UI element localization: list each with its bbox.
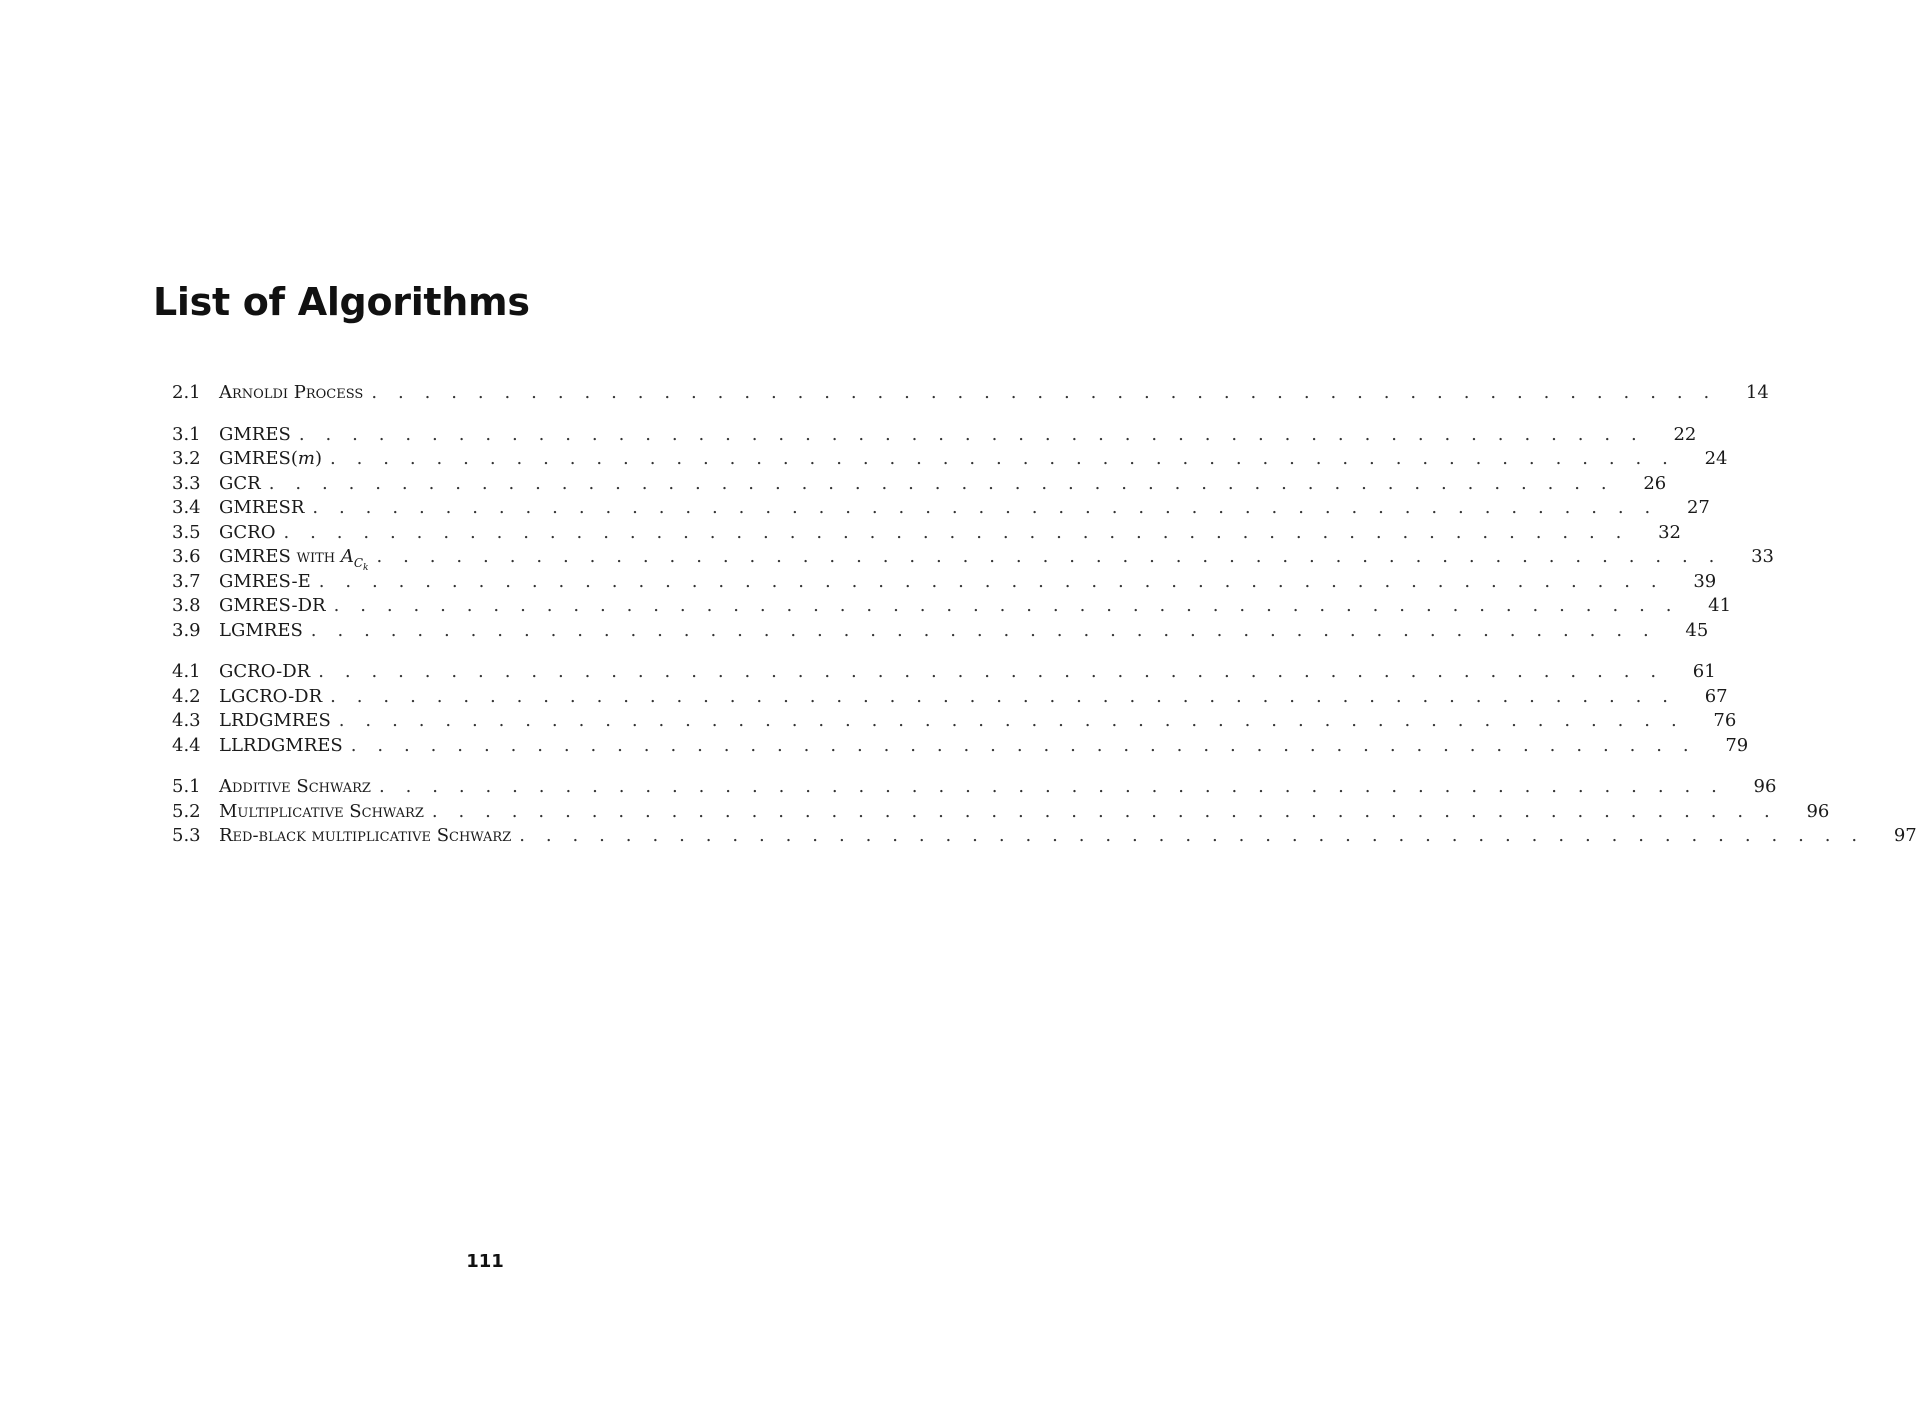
entry-number: 3.2 bbox=[172, 448, 201, 469]
dot-leader: . . . . . . . . . . . . . . . . . . . . . . . . . . . . . . . . . . . . . . . . . . . . . . . . . . . bbox=[338, 710, 1685, 731]
dot-leader: . . . . . . . . . . . . . . . . . . . . . . . . . . . . . . . . . . . . . . . . . . . . . . . . . . . bbox=[312, 497, 1658, 518]
entry-title: LRDGMRES bbox=[219, 710, 331, 731]
toc-entry[interactable] bbox=[172, 734, 1749, 760]
title-prefix: GMRES( bbox=[219, 448, 298, 469]
entry-number: 4.1 bbox=[172, 661, 201, 682]
toc-group-chapter-2 bbox=[172, 382, 1769, 407]
dot-leader: . . . . . . . . . . . . . . . . . . . . . . . . . . . . . . . . . . . . . . . . . . . . . . . . . . . bbox=[350, 734, 1697, 756]
toc-entry[interactable] bbox=[172, 800, 1830, 826]
entry-page: 76 bbox=[1713, 710, 1737, 731]
dot-leader: . . . . . . . . . . . . . . . . . . . . . . . . . . . . . . . . . . . . . . . . . . . . . . . . . . . bbox=[378, 776, 1725, 797]
dot-leader: . . . . . . . . . . . . . . . . . . . . . . . . . . . . . . . . . . . . . . . . . . . . . . . . . . . bbox=[318, 661, 1664, 682]
toc-entry[interactable] bbox=[172, 661, 1716, 686]
entry-number: 5.2 bbox=[172, 800, 201, 822]
entry-title: GCR bbox=[219, 472, 261, 494]
dot-leader: . . . . . . . . . . . . . . . . . . . . . . . . . . . . . . . . . . . . . . . . . . . . . . . . . . . bbox=[519, 825, 1865, 846]
title-prefix: GMRES bbox=[219, 546, 291, 567]
entry-page: 79 bbox=[1725, 734, 1749, 756]
toc-entry[interactable] bbox=[172, 619, 1709, 645]
math-subscript bbox=[353, 556, 369, 573]
toc-entry[interactable] bbox=[172, 595, 1732, 620]
entry-title: GMRESR bbox=[219, 497, 305, 518]
entry-page: 33 bbox=[1751, 546, 1774, 567]
dot-leader: . . . . . . . . . . . . . . . . . . . . . . . . . . . . . . . . . . . . . . . . . . . . . . . . . . . bbox=[371, 382, 1717, 403]
entry-number: 5.1 bbox=[172, 776, 201, 797]
entry-number: 3.9 bbox=[172, 619, 201, 641]
entry-title bbox=[219, 546, 369, 573]
entry-page: 67 bbox=[1704, 685, 1728, 707]
math-variable-a: A bbox=[340, 546, 354, 567]
entry-title: LGMRES bbox=[219, 619, 303, 641]
entry-number: 2.1 bbox=[172, 382, 201, 403]
toc-group-chapter-3 bbox=[172, 423, 1774, 645]
entry-title: Arnoldi Process bbox=[219, 382, 364, 403]
toc-group-chapter-5 bbox=[172, 776, 1917, 850]
entry-page: 96 bbox=[1806, 800, 1830, 822]
toc-entry[interactable] bbox=[172, 570, 1717, 596]
toc-entry[interactable] bbox=[172, 521, 1681, 547]
entry-page: 61 bbox=[1692, 661, 1716, 682]
entry-number: 4.3 bbox=[172, 710, 201, 731]
subscript-c: C bbox=[353, 556, 364, 570]
dot-leader: . . . . . . . . . . . . . . . . . . . . . . . . . . . . . . . . . . . . . . . . . . . . . . . . . . . bbox=[310, 619, 1657, 641]
entry-title: LGCRO-DR bbox=[219, 685, 323, 707]
dot-leader: . . . . . . . . . . . . . . . . . . . . . . . . . . . . . . . . . . . . . . . . . . . . . . . . . . . bbox=[298, 423, 1645, 445]
entry-title: GMRES-E bbox=[219, 570, 311, 592]
entry-page: 41 bbox=[1708, 595, 1732, 616]
entry-number: 3.8 bbox=[172, 595, 201, 616]
entry-title: GCRO-DR bbox=[219, 661, 311, 682]
dot-leader: . . . . . . . . . . . . . . . . . . . . . . . . . . . . . . . . . . . . . . . . . . . . . . . . . . . bbox=[330, 685, 1676, 707]
entry-title: Multiplicative Schwarz bbox=[219, 800, 424, 822]
dot-leader: . . . . . . . . . . . . . . . . . . . . . . . . . . . . . . . . . . . . . . . . . . . . . . . . . . . bbox=[283, 521, 1629, 543]
entry-title: LLRDGMRES bbox=[219, 734, 343, 756]
page-number: 111 bbox=[466, 1251, 504, 1272]
toc-entry[interactable] bbox=[172, 423, 1697, 449]
entry-page: 22 bbox=[1673, 423, 1697, 445]
dot-leader: . . . . . . . . . . . . . . . . . . . . . . . . . . . . . . . . . . . . . . . . . . . . . . . . . . . bbox=[329, 448, 1676, 469]
toc-entry[interactable] bbox=[172, 776, 1777, 801]
dot-leader: . . . . . . . . . . . . . . . . . . . . . . . . . . . . . . . . . . . . . . . . . . . . . . . . . . . bbox=[376, 546, 1722, 567]
entry-title: Additive Schwarz bbox=[219, 776, 371, 797]
entry-number: 3.6 bbox=[172, 546, 201, 567]
entry-page: 27 bbox=[1686, 497, 1710, 518]
entry-number: 3.4 bbox=[172, 497, 201, 518]
dot-leader: . . . . . . . . . . . . . . . . . . . . . . . . . . . . . . . . . . . . . . . . . . . . . . . . . . . bbox=[431, 800, 1778, 822]
entry-number: 4.2 bbox=[172, 685, 201, 707]
entry-number: 3.1 bbox=[172, 423, 201, 445]
dot-leader: . . . . . . . . . . . . . . . . . . . . . . . . . . . . . . . . . . . . . . . . . . . . . . . . . . . bbox=[318, 570, 1665, 592]
entry-number: 3.5 bbox=[172, 521, 201, 543]
toc-entry[interactable] bbox=[172, 546, 1774, 573]
toc-entry[interactable] bbox=[172, 825, 1917, 850]
entry-page: 96 bbox=[1753, 776, 1777, 797]
entry-page: 45 bbox=[1685, 619, 1709, 641]
math-variable-m: m bbox=[297, 448, 315, 469]
entry-title bbox=[219, 448, 322, 469]
title-suffix: ) bbox=[314, 448, 322, 469]
entry-number: 3.7 bbox=[172, 570, 201, 592]
entry-title: Red-black multiplicative Schwarz bbox=[219, 825, 512, 846]
toc-group-chapter-4 bbox=[172, 661, 1749, 759]
entry-page: 24 bbox=[1704, 448, 1728, 469]
entry-title: GMRES bbox=[219, 423, 291, 445]
toc-entry[interactable] bbox=[172, 685, 1728, 711]
entry-number: 3.3 bbox=[172, 472, 201, 494]
dot-leader: . . . . . . . . . . . . . . . . . . . . . . . . . . . . . . . . . . . . . . . . . . . . . . . . . . . bbox=[268, 472, 1615, 494]
toc-entry[interactable] bbox=[172, 472, 1667, 498]
algorithm-list bbox=[172, 382, 1917, 867]
page-title: List of Algorithms bbox=[153, 280, 530, 324]
toc-entry[interactable] bbox=[172, 710, 1737, 735]
subscript-k: k bbox=[363, 563, 369, 573]
entry-number: 4.4 bbox=[172, 734, 201, 756]
entry-page: 39 bbox=[1693, 570, 1717, 592]
entry-number: 5.3 bbox=[172, 825, 201, 846]
entry-title: GMRES-DR bbox=[219, 595, 326, 616]
entry-page: 32 bbox=[1658, 521, 1681, 543]
entry-page: 26 bbox=[1643, 472, 1667, 494]
entry-title: GCRO bbox=[219, 521, 276, 543]
title-with: with bbox=[296, 546, 336, 567]
toc-entry[interactable] bbox=[172, 382, 1769, 407]
entry-page: 97 bbox=[1893, 825, 1917, 846]
toc-entry[interactable] bbox=[172, 497, 1710, 522]
dot-leader: . . . . . . . . . . . . . . . . . . . . . . . . . . . . . . . . . . . . . . . . . . . . . . . . . . . bbox=[333, 595, 1680, 616]
entry-page: 14 bbox=[1745, 382, 1769, 403]
toc-entry[interactable] bbox=[172, 448, 1728, 473]
